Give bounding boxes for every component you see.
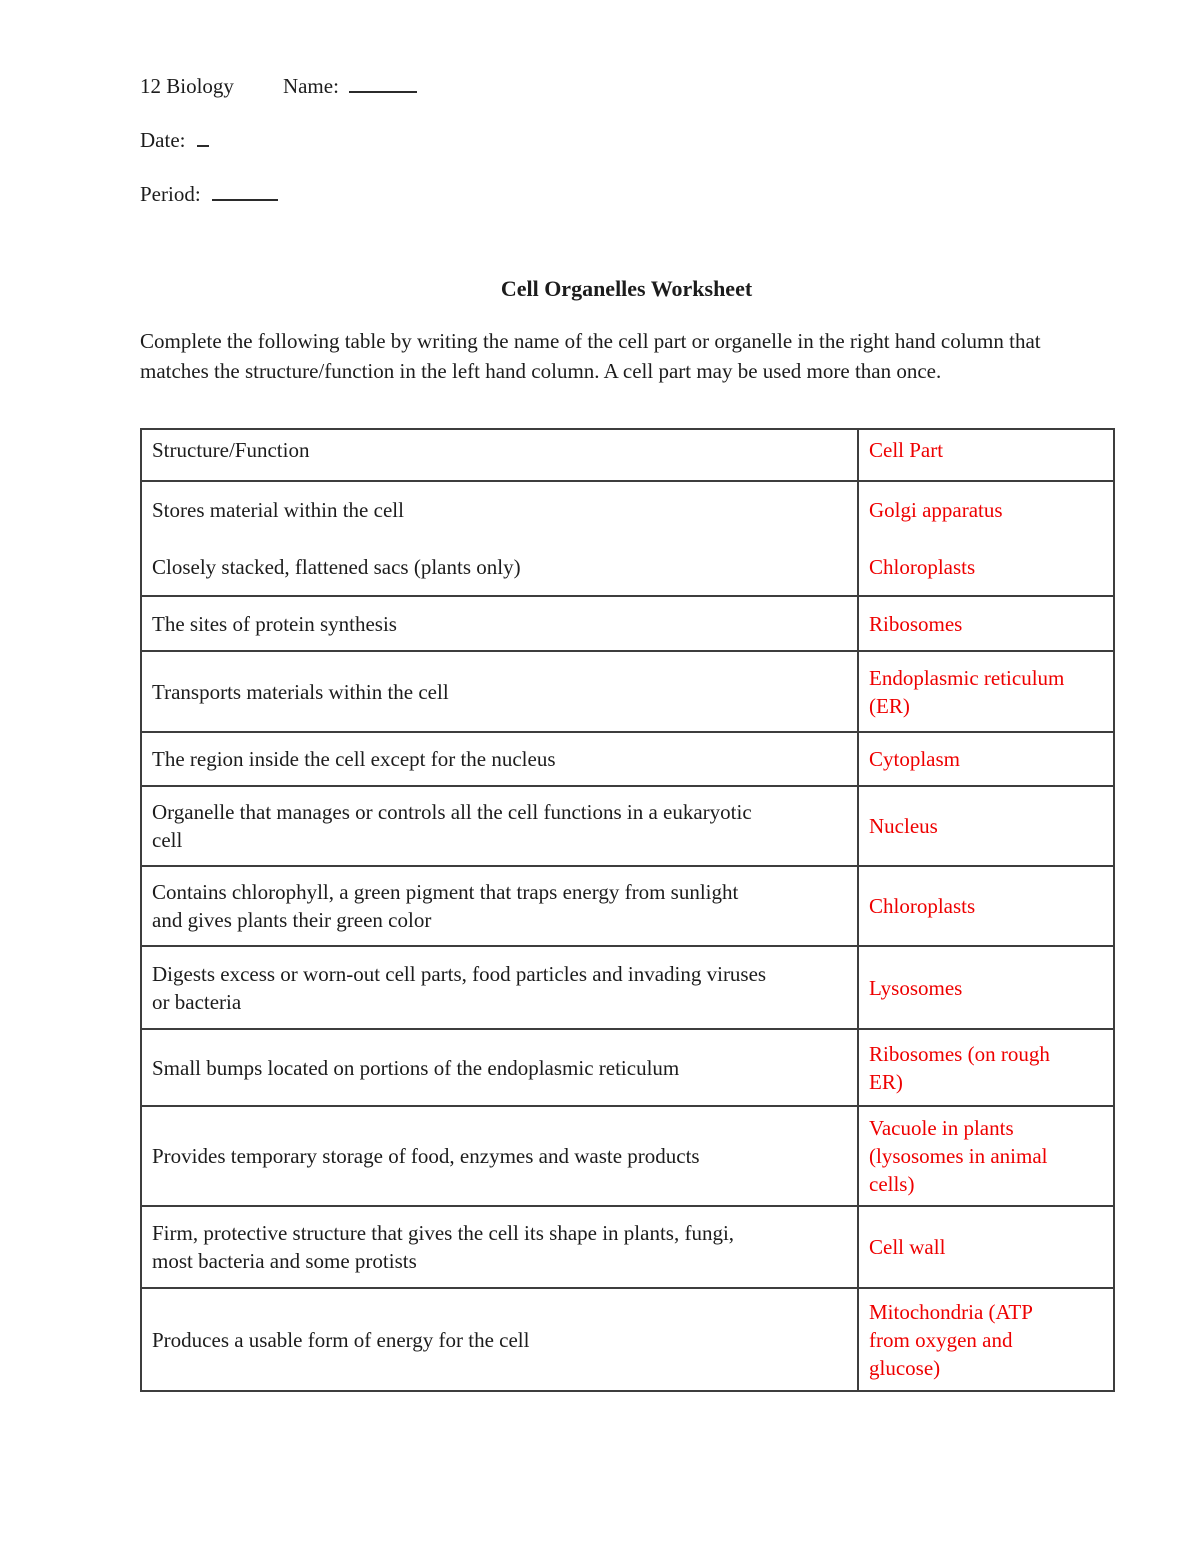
question-text: The region inside the cell except for the nucleus [152, 747, 556, 771]
question-text: most bacteria and some protists [152, 1249, 417, 1273]
answer-text: Endoplasmic reticulum [869, 665, 1065, 690]
answer-cell [858, 1106, 1114, 1206]
name-blank-line [349, 73, 417, 93]
answer-text: Ribosomes (on rough [869, 1041, 1050, 1066]
date-label: Date: [140, 128, 186, 152]
table-row [141, 1106, 1114, 1206]
answer-text: Nucleus [869, 814, 938, 838]
question-text: or bacteria [152, 989, 242, 1014]
question-text: Closely stacked, flattened sacs (plants only) [152, 555, 521, 579]
answer-cell [858, 1206, 1114, 1288]
question-text: Organelle that manages or controls all the cell functions in a eukaryotic [152, 800, 752, 824]
answer-cell [858, 481, 1114, 596]
question-text: Provides temporary storage of food, enzymes and waste products [152, 1144, 700, 1168]
question-text: Transports materials within the cell [152, 679, 449, 704]
answer-text: Golgi apparatus [869, 498, 1003, 522]
question-text: Contains chlorophyll, a green pigment that traps energy from sunlight [152, 880, 739, 904]
question-cell [141, 946, 858, 1029]
question-text: cell [152, 828, 183, 852]
table-row [141, 1029, 1114, 1106]
question-text: Stores material within the cell [152, 498, 404, 522]
organelles-table [140, 428, 1115, 1392]
question-cell [141, 1206, 858, 1288]
answer-cell [858, 1288, 1114, 1391]
answer-cell [858, 866, 1114, 946]
table-row [141, 651, 1114, 732]
answer-text: Ribosomes [869, 611, 963, 636]
table-row [141, 481, 1114, 596]
instructions-paragraph: Complete the following table by writing the name of the cell part or organelle in the right hand column that matches the structure/function in the left hand column. A cell part may be used more than once. [140, 329, 1041, 383]
question-cell [141, 1029, 858, 1106]
table-row [141, 596, 1114, 651]
question-cell [141, 651, 858, 732]
date-blank-line [197, 127, 209, 147]
answer-text: Chloroplasts [869, 555, 976, 579]
question-cell [141, 481, 858, 596]
answer-text: Lysosomes [869, 975, 963, 1000]
question-cell [141, 1106, 858, 1206]
answer-cell [858, 596, 1114, 651]
question-cell [141, 786, 858, 866]
answer-text: cells) [869, 1172, 915, 1196]
answer-cell [858, 732, 1114, 786]
answer-text: Vacuole in plants [869, 1116, 1014, 1140]
period-label: Period: [140, 182, 201, 206]
table-header-row [141, 429, 1114, 481]
question-cell [141, 596, 858, 651]
page-title: Cell Organelles Worksheet [500, 276, 753, 301]
question-cell [141, 732, 858, 786]
table-row [141, 786, 1114, 866]
table-row [141, 732, 1114, 786]
table-row [141, 946, 1114, 1029]
column-header-structure-function: Structure/Function [141, 429, 858, 481]
question-text: Small bumps located on portions of the endoplasmic reticulum [152, 1055, 680, 1080]
answer-text: (lysosomes in animal [869, 1144, 1048, 1168]
answer-cell [858, 1029, 1114, 1106]
table-row [141, 1206, 1114, 1288]
header-line-3 [140, 181, 278, 207]
answer-cell [858, 786, 1114, 866]
answer-text: Chloroplasts [869, 894, 976, 918]
answer-text: (ER) [869, 693, 910, 718]
answer-cell [858, 946, 1114, 1029]
question-cell [141, 866, 858, 946]
header-line-1 [140, 73, 417, 99]
column-header-cell-part: Cell Part [858, 429, 1114, 481]
answer-text: Cytoplasm [869, 747, 961, 771]
answer-text: Mitochondria (ATP [869, 1299, 1033, 1324]
question-text: Digests excess or worn-out cell parts, food particles and invading viruses [152, 961, 767, 986]
answer-cell [858, 651, 1114, 732]
answer-text: glucose) [869, 1355, 941, 1380]
header-line-2 [140, 127, 209, 153]
table-row [141, 1288, 1114, 1391]
answer-text: Cell wall [869, 1235, 946, 1259]
name-label: Name: [282, 74, 339, 98]
question-text: Firm, protective structure that gives the cell its shape in plants, fungi, [152, 1221, 735, 1245]
question-text: and gives plants their green color [152, 908, 432, 932]
answer-text: from oxygen and [869, 1327, 1013, 1352]
period-blank-line [212, 181, 278, 201]
question-text: The sites of protein synthesis [152, 611, 397, 636]
question-cell [141, 1288, 858, 1391]
question-text: Produces a usable form of energy for the cell [152, 1327, 530, 1352]
table-row [141, 866, 1114, 946]
course-title: 12 Biology [140, 74, 234, 98]
answer-text: ER) [869, 1069, 903, 1094]
